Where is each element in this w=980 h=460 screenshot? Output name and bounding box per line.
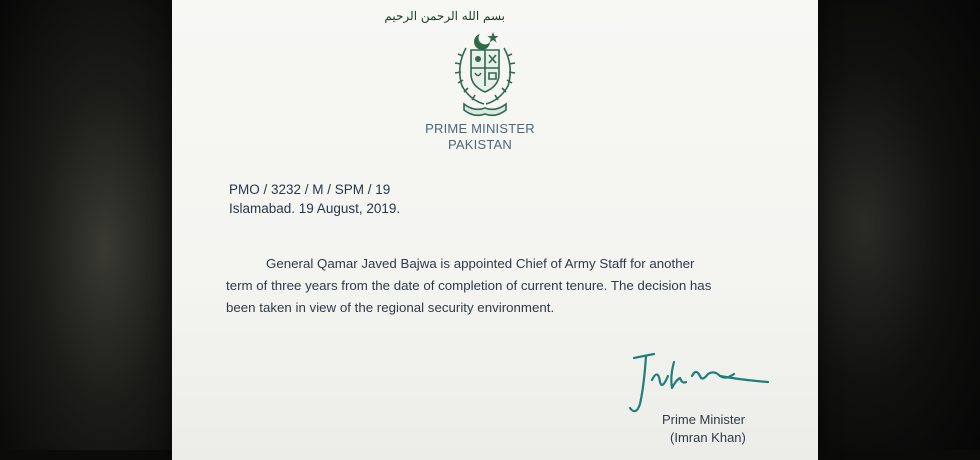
reference-block [229,180,400,218]
signoff-block [662,411,782,447]
letterhead-line-1: PRIME MINISTER [425,121,535,136]
letter-body [226,253,772,319]
signoff-title: Prime Minister [662,412,746,427]
body-line-1-wrap [226,253,772,275]
background-right [815,0,980,450]
reference-number: PMO / 3232 / M / SPM / 19 [229,182,391,197]
letterhead-title [380,121,580,153]
state-emblem-icon [444,28,526,118]
bismillah-text: بسم الله الرحمن الرحيم [384,9,505,23]
body-line-2: term of three years from the date of completion of current tenure. The decision has [226,278,712,293]
signoff-name: (Imran Khan) [670,430,746,445]
background-left [0,0,175,450]
body-line-1: General Qamar Javed Bajwa is appointed Chief of Army Staff for another [266,256,695,271]
place-date: Islamabad. 19 August, 2019. [229,201,401,216]
body-line-3: been taken in view of the regional security environment. [226,300,555,315]
letterhead-line-2: PAKISTAN [448,137,512,152]
